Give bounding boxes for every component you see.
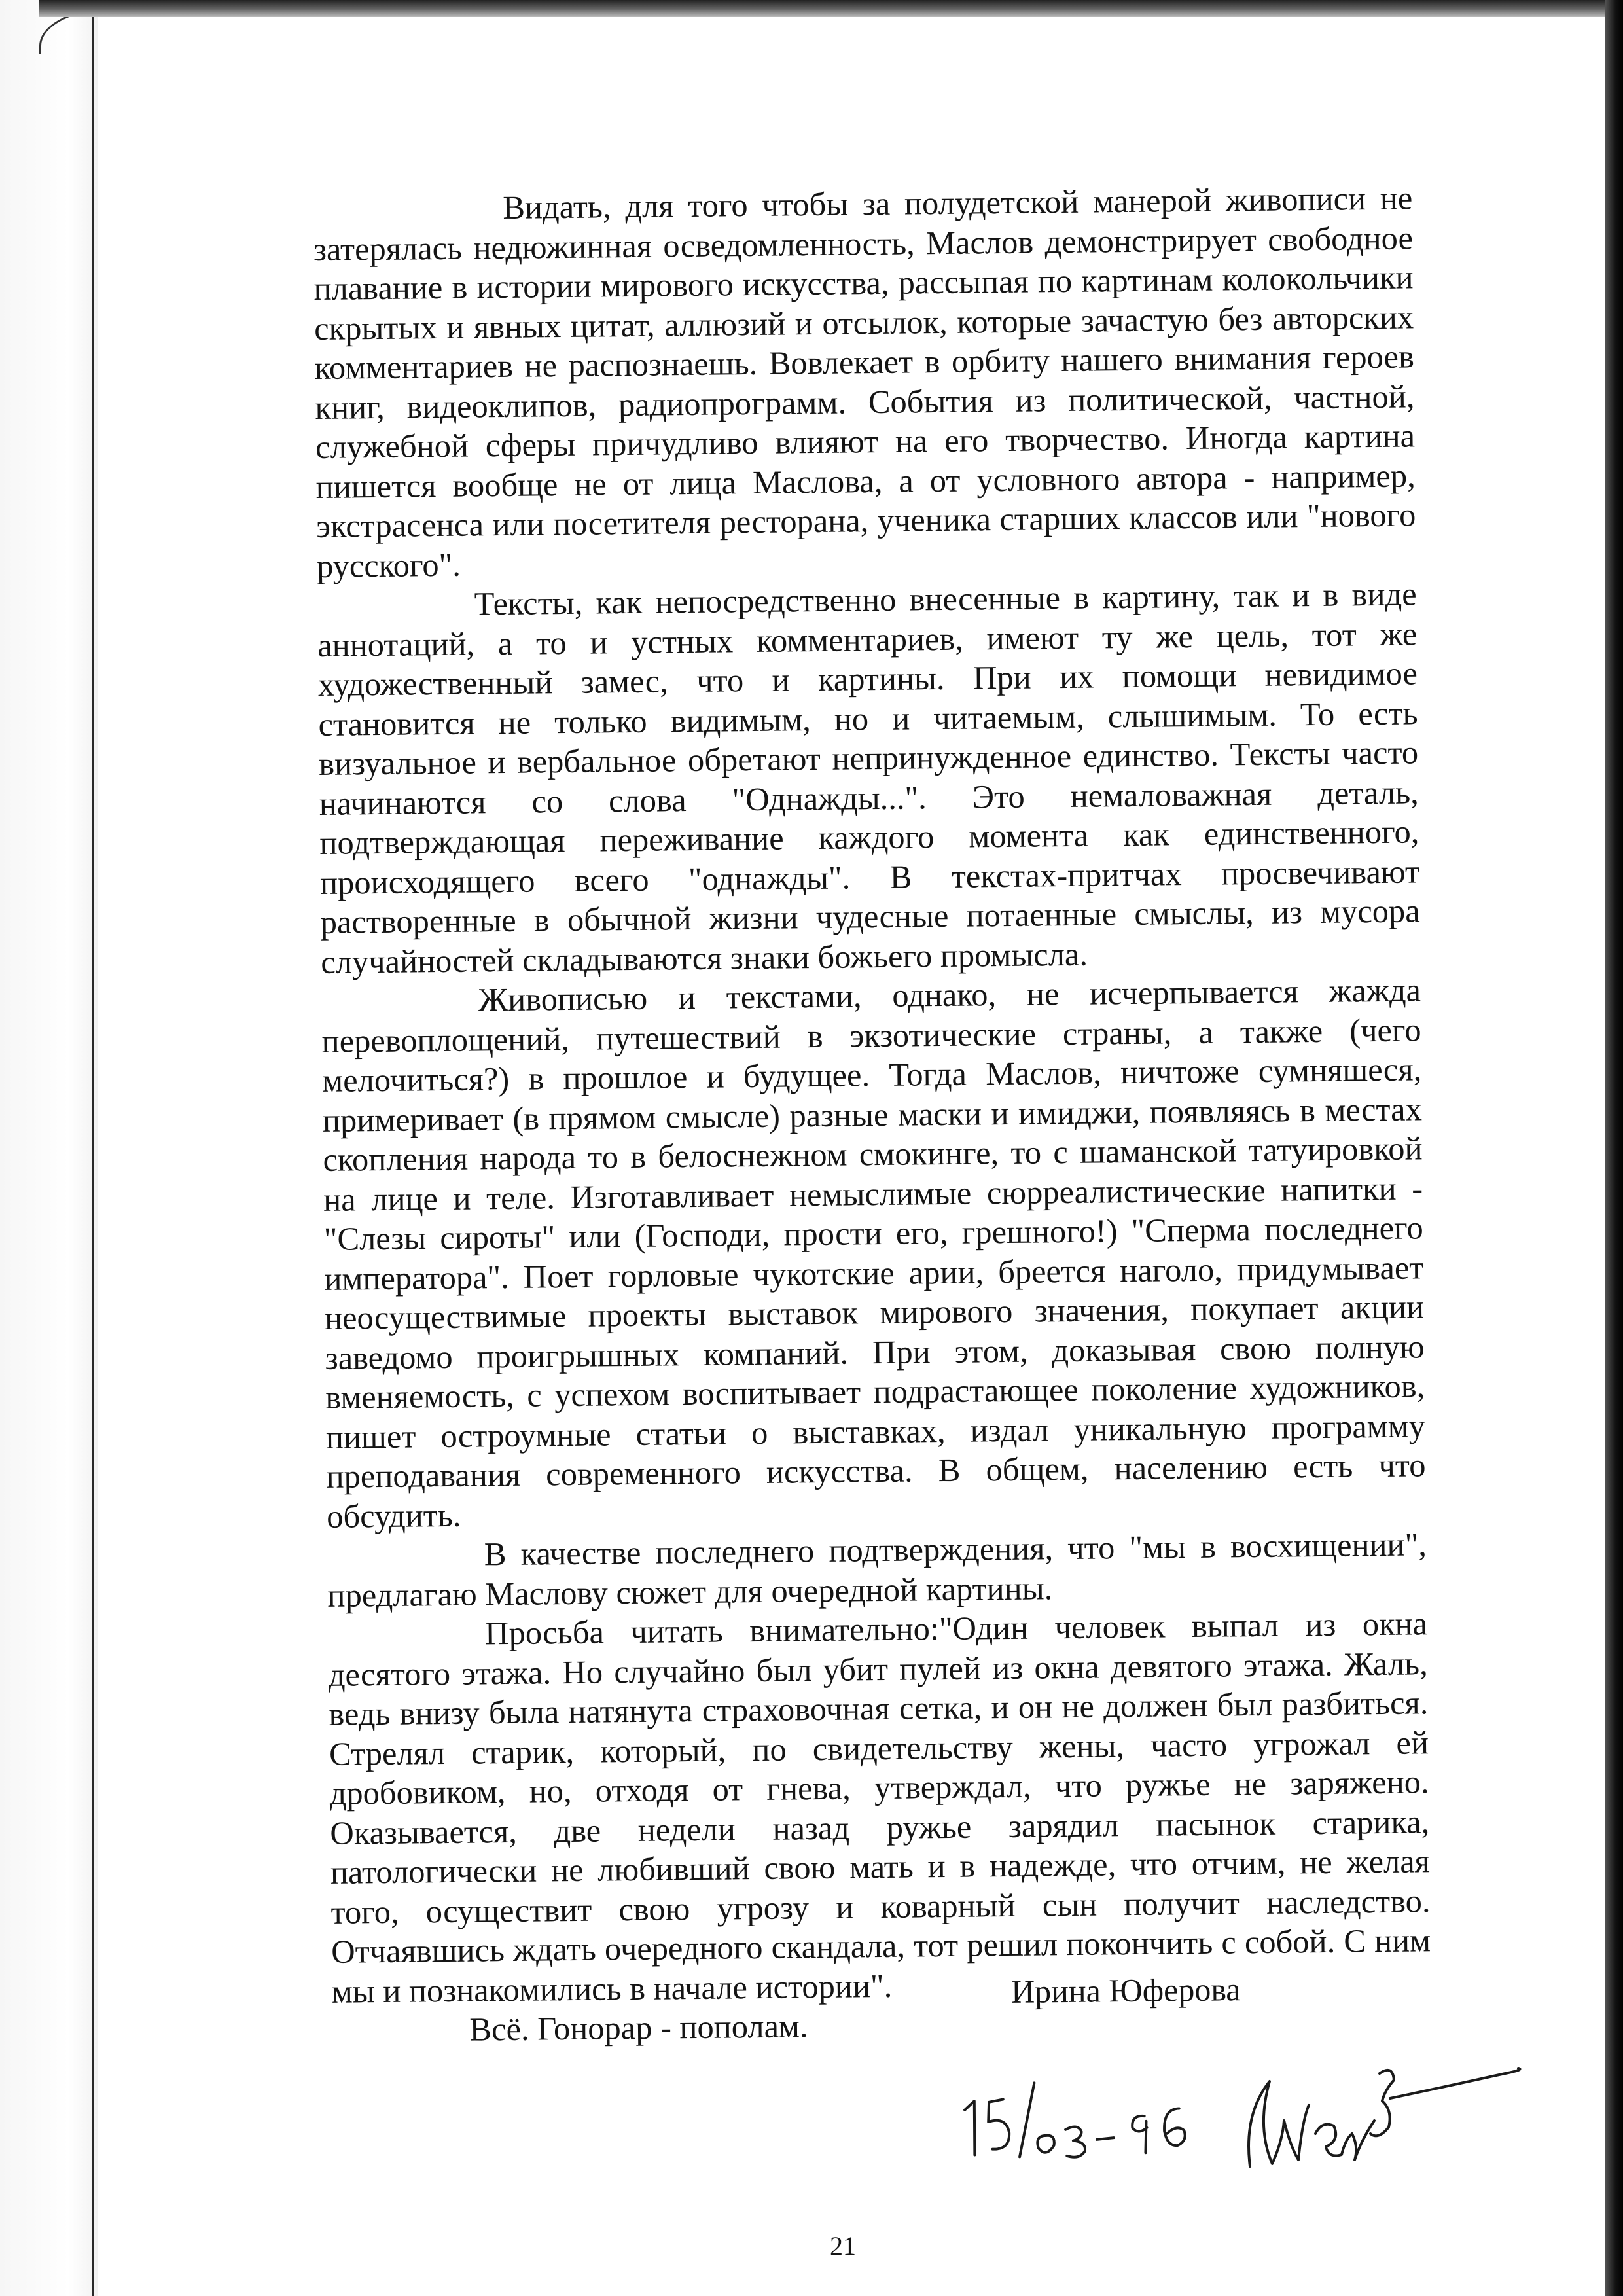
paragraph-5: Просьба читать внимательно:"Один человек выпал из окна десятого этажа. Но случайно был убит пулей из окна девятого этажа. Жаль, ведь внизу была натянута страховочная сетка, и он не должен был разбиться. Стрелял старик, который, по свидетельству жены, часто угрожал ей дробовиком, но, отходя от гнева, утверждал, что ружье не заряжено. Оказывается, две недели назад ружье зарядил пасынок старика, патологически не любивший свою мать и в надежде, что отчим, не желая того, осуществит свою угрозу и коварный сын получит наследство. Отчаявшись ждать очередного скандала, тот решил покончить с собой. С ним мы и познакомились в начале истории". [328, 1605, 1431, 2010]
signature-scribble [1249, 2068, 1520, 2166]
scan-top-edge [39, 0, 1623, 17]
book-binding [0, 0, 98, 2296]
handwritten-date-and-signature [949, 2022, 1525, 2186]
author-name: Ирина Юферова [1010, 1971, 1241, 2010]
closing-line: Всё. Гонорар - пополам. [469, 2007, 808, 2048]
binding-edge-line [92, 13, 94, 2296]
paragraph-3: Живописью и текстами, однако, не исчерпывается жажда перевоплощений, путешествий в экзотические страны, а также (чего мелочиться?) в прошлое и будущее. Тогда Маслов, ничтоже сумняшеся, примеривает (в прямом смысле) разные маски и имиджи, появляясь в местах скопления народа то в белоснежном смокинге, то с шаманской татуировкой на лице и теле. Изготавливает немыслимые сюрреалистические напитки - "Слезы сироты" или (Господи, прости его, грешного!) "Сперма последнего императора". Поет горловые чукотские арии, бреется наголо, придумывает неосуществимые проекты выставок мирового значения, покупает акции заведомо проигрышных компаний. При этом, доказывая свою полную вменяемость, с успехом воспитывает подрастающее поколение художников, пишет остроумные статьи о выставках, издал уникальную программу преподавания современного искусства. В общем, населению есть что обсудить. [321, 971, 1426, 1535]
paragraph-4: В качестве последнего подтверждения, что "мы в восхищении", предлагаю Маслову сюжет для очередной картины. [327, 1526, 1427, 1614]
paragraph-1: Видать, для того чтобы за полудетской манерой живописи не затерялась недюжинная осведомленность, Маслов демонстрирует свободное плавание в истории мирового искусства, рассыпая по картинам колокольчики скрытых и явных цитат, аллюзий и отсылок, которые зачастую без авторских комментариев не распознаешь. Вовлекает в орбиту нашего внимания героев книг, видеоклипов, радиопрограмм. События из политической, частной, служебной сферы причудливо влияют на его творчество. Иногда картина пишется вообще не от лица Маслова, а от условного автора - например, экстрасенса или посетителя ресторана, ученика старших классов или "нового русского". [313, 179, 1416, 584]
scan-right-edge [1605, 0, 1623, 2296]
handwritten-date [963, 2068, 1186, 2171]
article-text [313, 178, 1432, 2051]
paragraph-2: Тексты, как непосредственно внесенные в картину, так и в виде аннотаций, а то и устных комментариев, имеют ту же цель, тот же художественный замес, что и картины. При их помощи невидимое становится не только видимым, но и читаемым, слышимым. То есть визуальное и вербальное обретают непринужденное единство. Тексты часто начинаются со слова "Однажды...". Это немаловажная деталь, подтверждающая переживание каждого момента как единственного, происходящего всего "однажды". В текстах-притчах просвечивают растворенные в обычной жизни чудесные потаенные смыслы, из мусора случайностей складываются знаки божьего промысла. [317, 575, 1420, 980]
page-number: 21 [830, 2231, 856, 2261]
